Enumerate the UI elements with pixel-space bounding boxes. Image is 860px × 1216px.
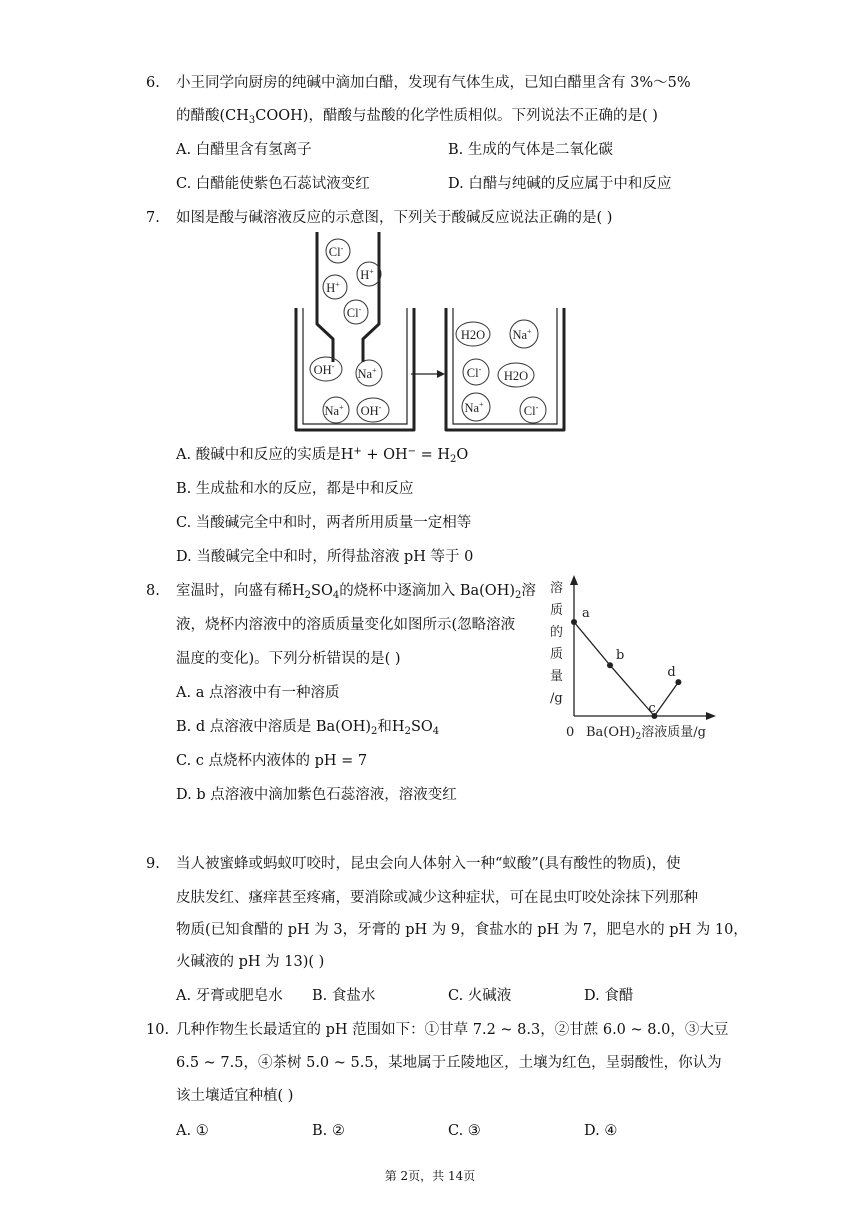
ion-cl: Cl-	[466, 365, 482, 380]
ion-oh: OH-	[360, 403, 382, 418]
q9-stem-line4: 火碱液的 pH 为 13)( )	[176, 954, 325, 970]
ion-cl: Cl-	[523, 403, 539, 418]
q6-option-a: A. 白醋里含有氢离子	[176, 142, 312, 158]
q7-stem: 如图是酸与碱溶液反应的示意图，下列关于酸碱反应说法正确的是( )	[176, 210, 613, 226]
ion-h: H+	[360, 267, 374, 282]
data-point-label-c: c	[648, 701, 656, 716]
data-line	[574, 622, 678, 716]
q8-option-a: A. a 点溶液中有一种溶质	[176, 685, 340, 701]
y-axis-label-char: 的	[550, 625, 564, 640]
q6-option-d: D. 白醋与纯碱的反应属于中和反应	[448, 176, 672, 192]
q9-option-d: D. 食醋	[584, 988, 634, 1004]
q9-option-a: A. 牙膏或肥皂水	[176, 988, 283, 1004]
q6-number: 6.	[146, 75, 160, 91]
q10-stem-line3: 该土壤适宜种植( )	[176, 1088, 294, 1104]
data-point-b	[607, 662, 613, 668]
q10-option-d: D. ④	[584, 1123, 618, 1139]
data-point-d	[675, 679, 681, 685]
data-point-label-b: b	[616, 648, 625, 664]
q6-stem-line1: 小王同学向厨房的纯碱中滴加白醋，发现有气体生成，已知白醋里含有 3%～5%	[176, 75, 691, 91]
ion-na: Na+	[512, 327, 532, 342]
y-axis-label-char: 溶	[550, 581, 564, 596]
q9-number: 9.	[146, 856, 160, 872]
q8-option-b: B. d 点溶液中溶质是 $Ba(OH)_2$和$H_2SO_4$	[176, 719, 440, 737]
ion-na: Na+	[464, 400, 484, 415]
q6-option-b: B. 生成的气体是二氧化碳	[448, 142, 613, 158]
q8-stem-line3: 温度的变化)。下列分析错误的是( )	[176, 651, 401, 667]
y-axis-label-char: 质	[550, 603, 564, 618]
q6-option-c: C. 白醋能使紫色石蕊试液变红	[176, 176, 370, 192]
q7-option-c: C. 当酸碱完全中和时，两者所用质量一定相等	[176, 515, 472, 531]
data-point-a	[571, 619, 577, 625]
q6-stem-line2: 的醋酸$(CH_3COOH)$，醋酸与盐酸的化学性质相似。下列说法不正确的是( )	[176, 108, 658, 126]
q7-option-d: D. 当酸碱完全中和时，所得盐溶液 pH 等于 0	[176, 549, 474, 565]
data-point-label-d: d	[667, 665, 676, 681]
y-axis-label-char: 量	[550, 669, 564, 684]
q10-stem-line2: 6.5 ~ 7.5，④茶树 5.0 ~ 5.5，某地属于丘陵地区，土壤为红色，呈弱酸性，你认为	[176, 1055, 722, 1071]
q10-option-a: A. ①	[176, 1123, 209, 1139]
q9-stem-line3: 物质(已知食醋的 pH 为 3，牙膏的 pH 为 9，食盐水的 pH 为 7，肥皂水的 pH 为 10，	[176, 922, 748, 938]
molecule-h2o: H2O	[503, 369, 529, 383]
x-axis-label: $Ba(OH)_2$溶液质量/g	[586, 725, 706, 742]
q9-option-b: B. 食盐水	[312, 988, 376, 1004]
solute-mass-chart	[548, 572, 720, 747]
origin-label: 0	[566, 725, 575, 740]
q9-option-c: C. 火碱液	[448, 988, 512, 1004]
ion-cl: Cl-	[346, 305, 362, 320]
q8-option-d: D. b 点溶液中滴加紫色石蕊溶液，溶液变红	[176, 787, 457, 803]
q8-stem-line1: 室温时，向盛有稀$H_2SO_4$的烧杯中逐滴加入 $Ba(OH)_2$溶	[176, 583, 536, 601]
ion-oh: OH-	[313, 362, 335, 377]
q10-option-b: B. ②	[312, 1123, 345, 1139]
q7-option-a: A. 酸碱中和反应的实质是$H^+ + OH^- = H_2O$	[176, 446, 469, 465]
q10-option-c: C. ③	[448, 1123, 481, 1139]
ion-na: Na+	[324, 403, 344, 418]
ion-na: Na+	[357, 366, 377, 381]
q10-number: 10.	[146, 1022, 170, 1038]
q8-number: 8.	[146, 583, 160, 599]
q7-number: 7.	[146, 210, 160, 226]
q9-stem-line2: 皮肤发红、瘙痒甚至疼痛，要消除或减少这种症状，可在昆虫叮咬处涂抹下列那种	[176, 890, 698, 906]
q8-option-c: C. c 点烧杯内液体的 pH = 7	[176, 753, 368, 769]
molecule-h2o: H2O	[460, 328, 486, 342]
y-axis-label-char: /g	[550, 691, 563, 706]
q7-option-b: B. 生成盐和水的反应，都是中和反应	[176, 481, 414, 497]
q10-stem-line1: 几种作物生长最适宜的 pH 范围如下：①甘草 7.2 ~ 8.3，②甘蔗 6.0 ~ 8.0，③大豆	[176, 1022, 729, 1038]
page-footer: 第 2页，共 14页	[384, 1169, 476, 1183]
q8-stem-line2: 液，烧杯内溶液中的溶质质量变化如图所示(忽略溶液	[176, 617, 516, 633]
y-axis-label-char: 质	[550, 647, 564, 662]
acid-base-reaction-diagram	[290, 232, 575, 440]
data-point-label-a: a	[582, 606, 590, 621]
ion-h: H+	[326, 280, 340, 295]
q9-stem-line1: 当人被蜜蜂或蚂蚁叮咬时，昆虫会向人体射入一种“蚁酸”(具有酸性的物质)，使	[176, 856, 681, 872]
ion-cl: Cl-	[328, 244, 344, 259]
